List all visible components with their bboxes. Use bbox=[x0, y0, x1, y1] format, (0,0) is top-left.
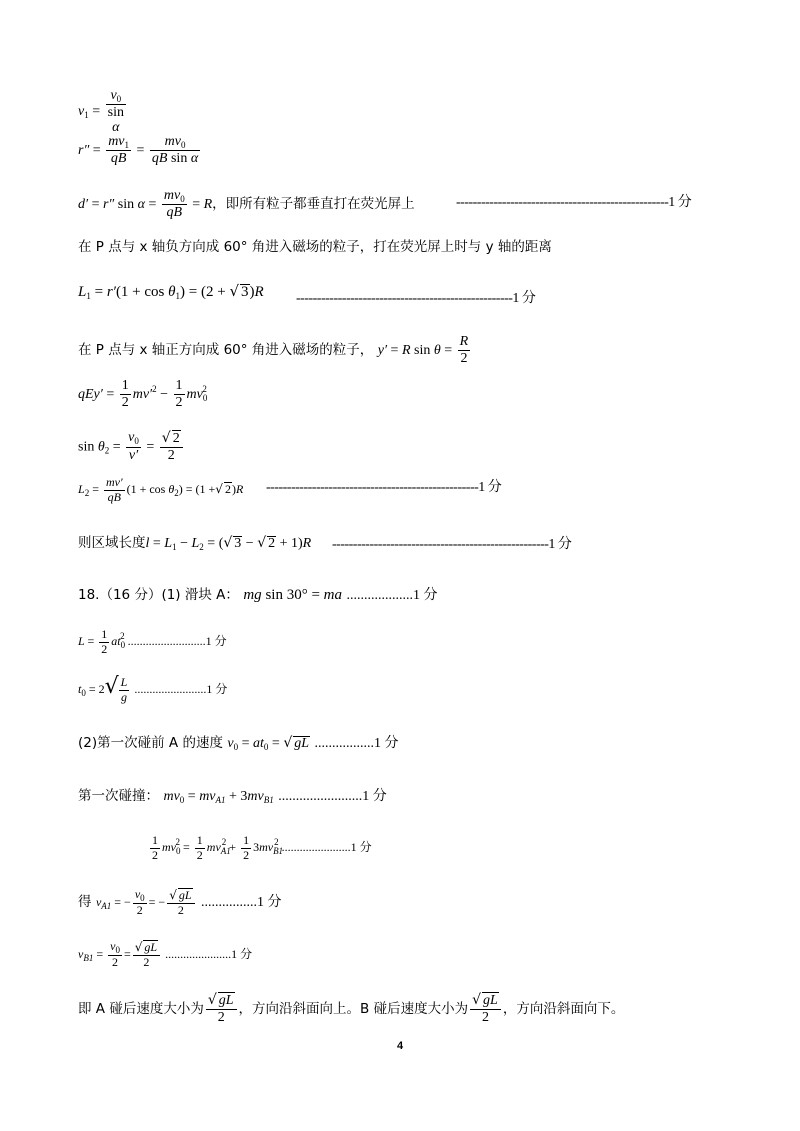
equation-L1: $L_1 = r'(1 + \cos \theta_1) = (2$ + √ 3)R bbox=[78, 282, 264, 301]
score-line-9: ---------------------------------------------------1 分 bbox=[266, 480, 502, 495]
equation-region-length: 则区域长度$l = L_1 - L_2$ = (√ 3 − √ 2 + 1)R bbox=[78, 535, 312, 552]
equation-sin-theta2: $\sin \theta_2$ = $\frac{v_0}{v'}$ = $\frac{√ 2}{2}$ bbox=[78, 430, 185, 464]
question-18-heading: 18.（16 分）(1) 滑块 A： mg sin 30° = ma ...................1 分 bbox=[78, 587, 438, 603]
score-line-5: ----------------------------------------------------1 分 bbox=[296, 291, 536, 306]
equation-vB1: $v_{B1}$ = $\frac{v_0}{2}$ = $\frac{√ gL}{2}$ ......................1 分 bbox=[78, 939, 253, 970]
equation-energy: qEy′ = $\frac{1}{2}$ $mv'^2$ − $\frac{1}{2}$ $mv_0^2$ bbox=[78, 378, 208, 411]
equation-momentum: 第一次碰撞： $mv_0 = mv_{A1} + 3mv_{B1}$ ........................1 分 bbox=[78, 788, 387, 805]
score-line-3: ---------------------------------------------------1 分 bbox=[456, 195, 692, 210]
equation-r-double-prime: r″ = $\frac{mv_1}{qB}$ = $\frac{mv_0}{\text{qB sin α}}$ bbox=[78, 134, 199, 167]
text-perpendicular: ，即所有粒子都垂直打在荧光屏上 bbox=[212, 195, 415, 212]
equation-v1: $v_1$ = $v_0$ sin α bbox=[78, 88, 124, 136]
equation-y-prime: 在 P 点与 x 轴正方向成 60° 角进入磁场的粒子， y′ = R sin θ = $\frac{R}{2}$ bbox=[78, 334, 469, 367]
equation-L2: $L_2$ = $\frac{mv'}{qB}$ $(1 + \cos \theta_2) = (1$ +√ 2)R bbox=[78, 475, 244, 504]
equation-kinetic-energy: $\frac{1}{2}$ $mv_0^2$ = $\frac{1}{2}$ $mv_{A1}^2$ + $\frac{1}{2}$ $3mv_{B1}^2$ .......................1 分 bbox=[152, 833, 372, 862]
text-negative-direction: 在 P 点与 x 轴负方向成 60° 角进入磁场的粒子，打在荧光屏上时与 y 轴的距离 bbox=[78, 239, 552, 255]
equation-vA1: 得 $v_{A1}$ = − $\frac{v_0}{2}$ = − $\frac{√ gL}{2}$ ................1 分 bbox=[78, 887, 282, 918]
score-line-10: ----------------------------------------------------1 分 bbox=[332, 537, 572, 552]
equation-d-prime: d′ = r″ sin α = $\frac{mv_0}{qB}$ = R，即所有粒子都垂直打在荧光屏上 bbox=[78, 188, 415, 221]
text-conclusion: 即 A 碰后速度大小为 $\frac{√ gL}{2}$ ，方向沿斜面向上。B 碰后速度大小为 $\frac{√ gL}{2}$ ，方向沿斜面向下。 bbox=[78, 992, 625, 1026]
equation-t0: $t_0 = 2√$ $\frac{L}{g}$ ........................1 分 bbox=[78, 674, 228, 704]
page-number: 4 bbox=[396, 1040, 404, 1052]
equation-v0: (2)第一次碰前 A 的速度 $v_0 = at_0$ = √ gL .................1 分 bbox=[78, 735, 399, 752]
equation-L: L = $\frac{1}{2}$ $at_0^2$ ..........................1 分 bbox=[78, 627, 227, 656]
